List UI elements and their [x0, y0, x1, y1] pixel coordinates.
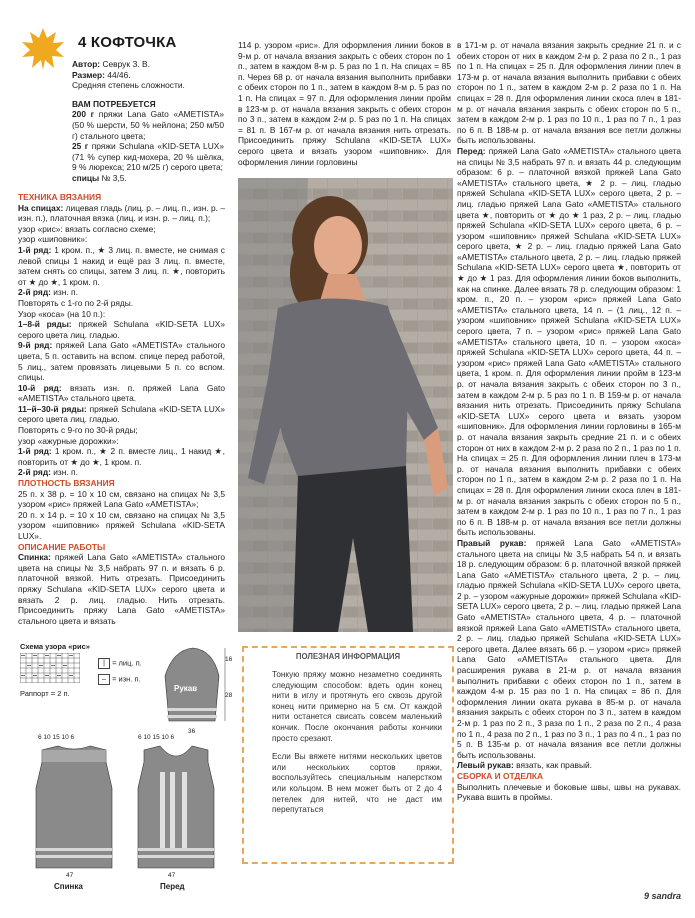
density-header: ПЛОТНОСТЬ ВЯЗАНИЯ — [18, 478, 115, 489]
col3-p3: пряжей Lana Gato «AMETISTA» стального цвета на спицы № 3,5 набрать 54 п. и вязать 18 р. следующим образом: 6 р. платочной вязкой пряжей Lana Gato «AMETISTA» стального цвета, 2 р. – лиц. гладью пряжей Schulana «KID-SETA LUX» серого цвета, 2 р. – узором «ажурные дорожки» пряжей Schulana «KID-SETA LUX» серого цвета, 2 р. – лиц. гладью пряжей Lana Gato «AMETISTA» стального цвета, 4 р. – платочной вязкой пряжей Lana Gato «AMETISTA» стального цвета, 2 р. – лиц. гладью пряжей Schulana «KID-SETA LUX» серого цвета. Далее вязать 66 р. – узором «рис» пряжей Lana Gato «AMETISTA» стального цвета. Для расширения рукава в 21-м р. от начала вязания выполнить прибавки с обеих сторон по 1 п., затем в каждом 4-м р. 15 раз по 1 п. На спицах = 86 п. Для оформления линии оката рукава в 85-м р. от начала вязания закрыть с обеих сторон по 3 п., затем в каждом 2-м р. 1 раз по 2 п., 3 раза по 1 п., 2 раза по 2 п., 4 раза по 1 п., 4 раза по 2 п., 1 раз по 3 п., 1 раз по 4 п., 1 раз по 5 п. В 135-м р. от начала вязания все петли должны быть использованы. — [457, 537, 681, 760]
technique-p14-bold: 1-й ряд: — [18, 446, 52, 457]
work-p1-bold: Спинка: — [18, 552, 51, 563]
technique-p4-bold: 1-й ряд: — [18, 244, 52, 255]
col3-p2: пряжей Lana Gato «AMETISTA» стального цвета на спицы № 3,5 набрать 97 п. и вязать 44 р. следующим образом: 6 р. – платочной вязкой пряжей Lana Gato «AMETISTA» стального цвета, ★ 2 р. – лиц. гладью пряжей Schulana «KID-SETA LUX» серого цвета, 2 р. – лиц. гладью пряжей Lana Gato «AMETISTA» стального цвета ★, повторить от ★ до ★ 1 раз, 2 р. – лиц. гладью пряжей Schulana «KID-SETA LUX» серого цвета, 6 р. – узором «шиповник» пряжей Schulana «KID-SETA LUX» серого цвета, ★ 2 р. – лиц. гладью пряжей Lana Gato «AMETISTA» стального цвета, 2 р. – лиц. гладью пряжей Schulana «KID-SETA LUX» серого цвета ★, повторить от ★ до ★ 1 раз. Для оформления линии боков выполнить, как на спинке. Далее вязать 78 р. следующим образом: 1 кром. п., 20 п. – узором «рис» пряжей Lana Gato «AMETISTA» стального цвета, 14 п. – (1 лиц., 12 п. – узором «шиповник» пряжей Schulana «KID-SETA LUX» серого цвета, 7 п. – узором «рис» пряжей Lana Gato «AMETISTA» стального цвета, 10 п. – узором «коса» пряжей Schulana «KID-SETA LUX» серого цвета, 44 п. – узором «рис» пряжей Lana Gato «AMETISTA» стального цвета, 1 кром. п. Для оформления линии пройм в 123-м р. от начала вязания закрыть с обеих сторон по 3 п., затем в каждом 2-м р. 5 раз по 1 п. В 159-м р. от начала вязания нить отрезать. Присоединить пряжу Schulana «KID-SETA LUX» серого цвета и вязать узором «шиповник». Для оформления линии горловины в 165-м р. от начала вязания закрыть средние 21 п. и с обеих сторон от них в каждом 2-м р. 2 раза по 2 п., 1 раз по 1 п. На спицах = 25 п. Для оформления линии плеч в 173-м р. от начала вязания выполнить прибавки с обеих сторон по 1 п., затем в каждом 2-м р. 2 раза по 1 п. На спицах = 28 п. Для оформления линии скоса плеч в 181-м р. от начала вязания закрыть с обеих сторон по 5 п., затем в каждом 2-м р. 1 раз по 10 п., 1 раз по 7 п., 1 раз по 6 п. В 188-м р. от начала вязания все петли должны быть использованы. — [457, 145, 681, 538]
materials-header: ВАМ ПОТРЕБУЕТСЯ — [72, 98, 156, 109]
info-box — [242, 646, 454, 864]
difficulty: Средняя степень сложности. — [72, 80, 185, 91]
assembly-text: Выполнить плечевые и боковые швы, швы на рукавах. Рукава вшить в проймы. — [457, 781, 681, 803]
technique-p10: вязать изн. п. пряжей Lana Gato «AMETISTA» стального цвета. — [18, 382, 226, 404]
sleeve-label: Рукав — [174, 684, 198, 693]
diagram-area — [18, 642, 233, 892]
size-label: Размер: — [72, 69, 105, 80]
technique-p8: пряжей Schulana «KID-SETA LUX» серого цвета лиц. гладью. — [18, 319, 226, 340]
technique-p5-bold: 2-й ряд: — [18, 287, 51, 298]
sleeve-height-top: 16 — [225, 656, 233, 663]
legend-purl-text: = изн. п. — [112, 674, 141, 684]
materials-line3: № 3,5. — [101, 172, 127, 183]
size-value: 44/46. — [107, 69, 131, 80]
knit-symbol-icon: | — [98, 658, 110, 669]
info-p2: Если Вы вяжете нитями нескольких цветов или нескольких сортов пряжи, воспользуйтесь специальным наперстком или кольцом. В нем может быть от 2 до 4 петелек для нитей, что не даст им перепутаться — [272, 752, 442, 815]
col3-p4-bold: Левый рукав: — [457, 760, 514, 771]
model-photo — [238, 178, 453, 632]
technique-p10-bold: 10-й ряд: — [18, 382, 62, 393]
technique-p3: узор «шиповник»: — [18, 234, 88, 245]
technique-p15: изн. п. — [53, 467, 78, 478]
technique-header: ТЕХНИКА ВЯЗАНИЯ — [18, 192, 102, 202]
pattern-repeat: Раппорт = 2 п. — [20, 689, 70, 698]
materials-line1-bold: 200 г — [72, 109, 95, 120]
back-schematic — [28, 744, 120, 870]
materials-line2-bold: 25 г — [72, 141, 89, 152]
col2-paragraph: 114 р. узором «рис». Для оформления линии боков в 9-м р. от начала вязания закрыть с обеих сторон по 1 п., затем в каждом 8-м р. 5 раз по 1 п. На спицах = 85 п. Через 68 р. от начала вязания выполнить прибавки с обеих сторон по 1 п., затем в каждом 8-м р. 5 раз по 1 п. На спицах = 97 п. Для оформления линии пройм в 123-м р. от начала вязания закрыть с обеих сторон по 3 п., затем в каждом 2-м р. 5 раз по 1 п. На спицах = 81 п. В 167-м р. от начала вязания нить отрезать. Присоединить пряжу Schulana «KID-SETA LUX» серого цвета и вязать узором «шиповник». Для оформления линии горловины — [238, 40, 451, 167]
leaf-logo-icon — [18, 24, 68, 74]
col2-text — [238, 40, 451, 167]
work-header: ОПИСАНИЕ РАБОТЫ — [18, 541, 106, 552]
purl-symbol-icon: – — [98, 674, 110, 685]
technique-p1: лицевая гладь (лиц. р. – лиц. п., изн. р. – изн. п.), платочная вязка (лиц. и изн. р. – лиц. п.); — [18, 202, 225, 224]
col3-p3-bold: Правый рукав: — [457, 537, 527, 548]
back-width: 47 — [66, 872, 74, 879]
legend-knit — [98, 658, 142, 669]
technique-p9: пряжей Lana Gato «AMETISTA» стального цвета, 5 п. оставить на вспом. спице перед работой, 5 лиц., затем провязать лицевыми 5 п. со вспом. спицы. — [18, 340, 226, 383]
col3-p4: вязать, как правый. — [516, 760, 592, 771]
sleeve-height-bottom: 28 — [225, 692, 233, 699]
work-p1: пряжей Lana Gato «AMETISTA» стального цвета на спицы № 3,5 набрать 97 п. и вязать 6 р. платочной вязкой. Нить отрезать. Присоединить пряжу Schulana «KID-SETA LUX» серого цвета и вязать 2 р. лиц. гладью. Нить отрезать. Присоединить пряжу Lana Gato «AMETISTA» стального цвета и вязать — [18, 552, 226, 626]
technique-p15-bold: 2-й ряд: — [18, 467, 51, 478]
density-p1: 25 п. х 38 р. = 10 х 10 см, связано на спицах № 3,5 узором «рис» пряжей Lana Gato «AMETISTA»; — [18, 488, 225, 510]
col3-p2-bold: Перед: — [457, 145, 486, 156]
author-label: Автор: — [72, 59, 101, 69]
technique-p7: Узор «коса» (на 10 п.): — [18, 308, 106, 319]
back-label: Спинка — [54, 882, 83, 891]
technique-p14: 1 кром. п., ★ 2 п. вместе лиц., 1 накид ★, повторить от ★ до ★, 1 кром. п. — [18, 446, 225, 467]
legend-purl — [98, 674, 141, 685]
materials-line3-bold: спицы — [72, 172, 100, 183]
sleeve-width: 36 — [188, 728, 196, 735]
front-top-dims: 6 10 15 10 6 — [138, 734, 175, 741]
technique-p5: изн. п. — [53, 287, 78, 298]
assembly-header: СБОРКА И ОТДЕЛКА — [457, 770, 544, 781]
rice-pattern-grid — [20, 653, 80, 683]
front-label: Перед — [160, 882, 185, 891]
meta-block — [72, 59, 224, 184]
technique-p13: узор «ажурные дорожки»: — [18, 435, 119, 446]
technique-p11: пряжей Schulana «KID-SETA LUX» серого цвета лиц. гладью. — [18, 403, 226, 425]
technique-p9-bold: 9-й ряд: — [18, 340, 53, 351]
legend-knit-text: = лиц. п. — [112, 658, 142, 668]
technique-p8-bold: 1–8-й ряды: — [18, 319, 72, 330]
density-p2: 20 п. х 14 р. = 10 х 10 см, связано на спицах № 3,5 узором «шиповник» пряжей Schulana «KID-SETA LUX». — [18, 509, 225, 541]
technique-p1-bold: На спицах: — [18, 202, 64, 213]
col3-p1: в 171-м р. от начала вязания закрыть средние 21 п. и с обеих сторон от них в каждом 2-м р. 2 раза по 2 п., 1 раз по 1 п. На спицах = 25 п. Для оформления линии плеч в 173-м р. от начала вязания выполнить прибавки с обеих сторон по 1 п., затем в каждом 2-м р. 2 раза по 1 п. На спицах = 28 п. Для оформления линии скоса плеч в 181-м р. от начала вязания закрыть с обеих сторон по 5 п., затем в каждом 2-м р. 1 раз по 10 п., 1 раз по 7 п., 1 раз по 6 п. В 188-м р. от начала вязания все петли должны быть использованы. — [457, 40, 681, 146]
front-width: 47 — [168, 872, 176, 879]
materials-line2: пряжи Schulana «KID-SETA LUX» (71 % супер кид-мохера, 20 % шёлка, 9 % люрекса; 210 м/25 г) серого цвета; — [72, 141, 225, 173]
technique-p6: Повторять с 1-го по 2-й ряды. — [18, 297, 134, 308]
col3-text — [457, 40, 681, 803]
page-footer: 9 sandra — [643, 891, 681, 901]
author-value: Севрук З. В. — [102, 59, 150, 69]
pattern-title: Схема узора «рис» — [20, 642, 90, 651]
article-title: 4 КОФТОЧКА — [78, 34, 177, 51]
technique-p11-bold: 11–й–30-й ряды: — [18, 403, 87, 414]
front-schematic — [130, 744, 222, 870]
info-title: ПОЛЕЗНАЯ ИНФОРМАЦИЯ — [295, 652, 401, 661]
info-p1: Тонкую пряжу можно незаметно соединять следующим способом: вдеть один конец нити в иглу и протянуть его сквозь другой конец нити примерно на 5 см. От каждой нити останется свисать совсем маленький кончик. После окончания работы кончики просто срезают. — [272, 670, 442, 743]
technique-section — [18, 192, 225, 626]
technique-p2: узор «рис»: вязать согласно схеме; — [18, 223, 156, 234]
technique-p12: Повторять с 9-го по 30-й ряды; — [18, 425, 138, 436]
back-top-dims: 6 10 15 10 6 — [38, 734, 75, 741]
materials-line1: пряжи Lana Gato «AMETISTA» (50 % шерсти, 50 % нейлона; 250 м/50 г) стального цвета; — [72, 109, 225, 141]
technique-p4: 1 кром. п., ★ 3 лиц. п. вместе, не снимая с левой спицы 1 накид и ещё раз 3 лиц. п. вместе, затем снять со спицы, затем 3 лиц. п. ★, повторить от ★ до ★, 1 кром. п. — [18, 244, 225, 287]
